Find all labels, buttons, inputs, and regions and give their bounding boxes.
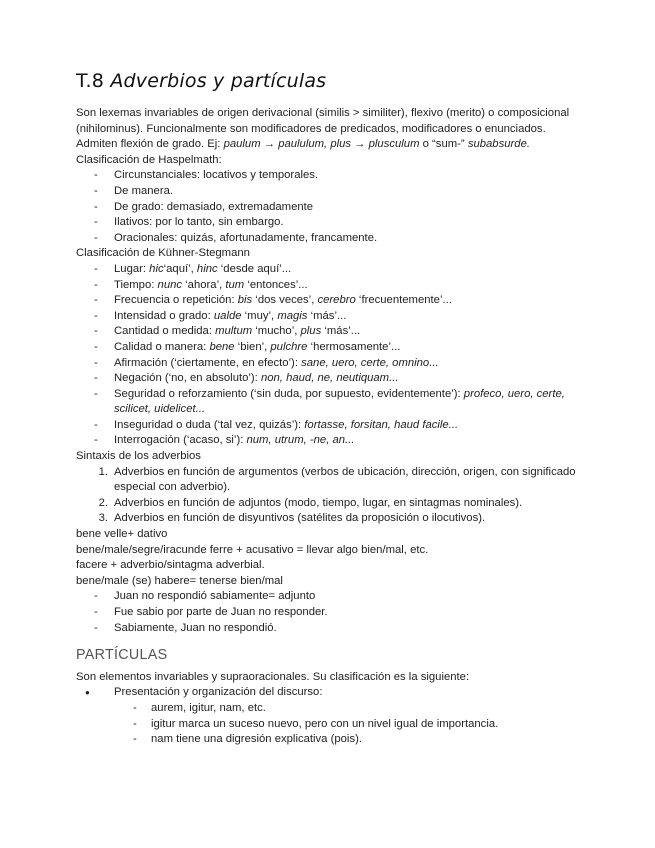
list-item: ● Presentación y organización del discurso: <box>76 685 601 701</box>
list-item: - Negación (‘no, en absoluto’): non, haud, ne, neutiquam... <box>76 371 601 387</box>
text-line: bene/male/segre/iracunde ferre + acusativo = llevar algo bien/mal, etc. <box>76 543 429 556</box>
haspelmath-list <box>76 168 601 246</box>
list-item: - Sabiamente, Juan no respondió. <box>76 621 601 637</box>
list-item: - Afirmación (‘ciertamente, en efecto’): sane, uero, certe, omnino... <box>76 356 601 372</box>
list-item: 2. Adverbios en función de adjuntos (modo, tiempo, lugar, en sintagmas nominales). <box>98 496 523 509</box>
page-title <box>76 70 326 92</box>
list-item: - Ilativos: por lo tanto, sin embargo. <box>76 215 601 231</box>
kuhner-list <box>76 262 601 449</box>
sintaxis-list <box>76 465 601 527</box>
list-item: - Interrogación (‘acaso, si’): num, utrum, -ne, an... <box>76 433 601 449</box>
juan-list <box>76 589 601 636</box>
particulas-intro: Son elementos invariables y supraoracionales. Su clasificación es la siguiente: <box>76 670 470 683</box>
kuhner-heading: Clasificación de Kühner-Stegmann <box>76 247 250 260</box>
particulas-list <box>76 685 601 701</box>
list-item: 1. Adverbios en función de argumentos (verbos de ubicación, dirección, origen, con significado especial con adverbio). <box>98 465 576 494</box>
haspelmath-heading: Clasificación de Haspelmath: <box>76 153 222 166</box>
list-item: - nam tiene una digresión explicativa (pois). <box>76 732 601 748</box>
list-item: - Inseguridad o duda (‘tal vez, quizás’): fortasse, forsitan, haud facile... <box>76 418 601 434</box>
list-item: - Cantidad o medida: multum ‘mucho’, plus ‘más’... <box>76 324 601 340</box>
particulas-sublist <box>76 701 601 748</box>
list-item: - De manera. <box>76 184 601 200</box>
title-code: T.8 <box>76 70 111 92</box>
grade-example: paulum → paululum, plus → plusculum <box>223 138 420 151</box>
list-item: - Juan no respondió sabiamente= adjunto <box>76 589 601 605</box>
text-line: bene velle+ dativo <box>76 528 168 541</box>
intro-paragraph: Son lexemas invariables de origen derivacional (similis > similiter), flexivo (merito) o composicional (nihilominus). Funcionalmente son modificadores de predicados, modificadores o enunciados. <box>76 107 570 135</box>
grade-paragraph <box>76 137 601 153</box>
grade-text: Admiten flexión de grado. Ej: <box>76 138 224 151</box>
document-body <box>76 106 601 748</box>
list-item: - igitur marca un suceso nuevo, pero con un nivel igual de importancia. <box>76 717 601 733</box>
list-item: - Intensidad o grado: ualde ‘muy’, magis ‘más’... <box>76 309 601 325</box>
list-item: - Calidad o manera: bene ‘bien’, pulchre ‘hermosamente’... <box>76 340 601 356</box>
sintaxis-heading: Sintaxis de los adverbios <box>76 450 201 463</box>
list-item: - Seguridad o reforzamiento (‘sin duda, por supuesto, evidentemente’): profeco, uero, certe, scilicet, uidelicet... <box>76 387 601 418</box>
list-item: - Oracionales: quizás, afortunadamente, francamente. <box>76 231 601 247</box>
list-item: - aurem, igitur, nam, etc. <box>76 701 601 717</box>
list-item: - Circunstanciales: locativos y temporales. <box>76 168 601 184</box>
list-item: - Lugar: hic‘aquí’, hinc ‘desde aquí’... <box>76 262 601 278</box>
title-text: Adverbios y partículas <box>110 70 327 92</box>
list-item: - De grado: demasiado, extremadamente <box>76 200 601 216</box>
text-line: bene/male (se) habere= tenerse bien/mal <box>76 574 283 587</box>
grade-text-2: o “sum-” <box>419 138 468 151</box>
list-item: - Tiempo: nunc ‘ahora’, tum ‘entonces’... <box>76 278 601 294</box>
list-item: - Fue sabio por parte de Juan no responder. <box>76 605 601 621</box>
grade-example-2: subabsurde. <box>467 138 530 151</box>
section-heading-particulas: PARTÍCULAS <box>76 647 168 664</box>
text-line: facere + adverbio/sintagma adverbial. <box>76 559 265 572</box>
list-item: 3. Adverbios en función de disyuntivos (satélites da proposición o ilocutivos). <box>98 512 486 525</box>
list-item: - Frecuencia o repetición: bis ‘dos veces’, cerebro ‘frecuentemente’... <box>76 293 601 309</box>
